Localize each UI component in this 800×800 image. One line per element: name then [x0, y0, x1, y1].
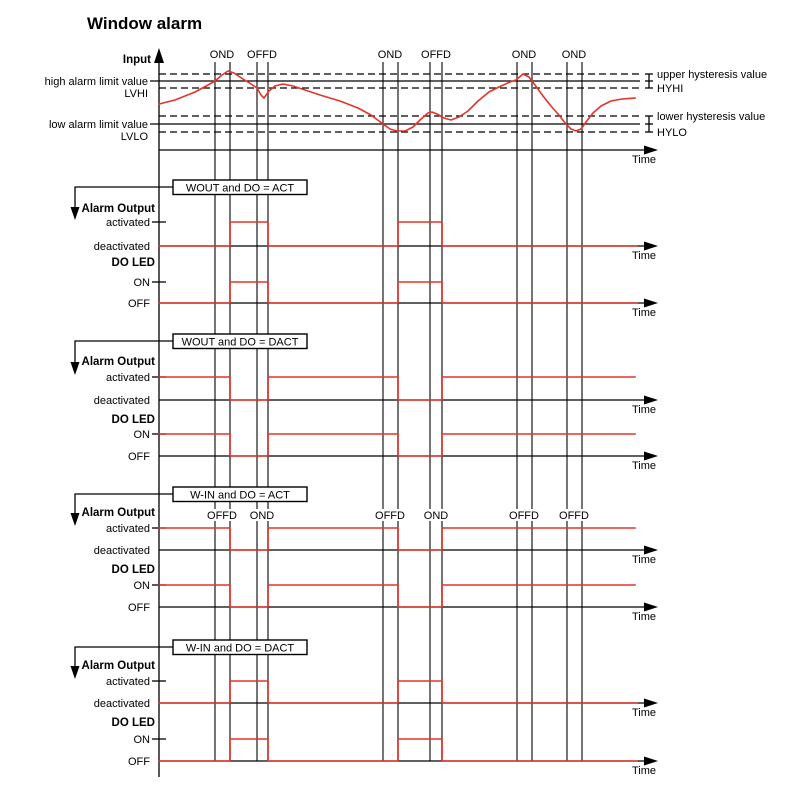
s4-on-label: ON	[133, 734, 150, 746]
page-title: Window alarm	[87, 14, 203, 33]
input-event-labels	[210, 49, 587, 61]
hylo-label: HYLO	[657, 127, 687, 139]
s1-led-waveform	[159, 282, 637, 303]
s4-alarm-output-label: Alarm Output	[81, 660, 155, 672]
s1-off-label: OFF	[128, 298, 150, 310]
s4-mode-label: W-IN and DO = DACT	[185, 642, 295, 655]
s3-alarm-output-label: Alarm Output	[81, 507, 155, 519]
event-label-ond-3: OND	[511, 49, 537, 61]
s1-activated-label: activated	[105, 217, 150, 229]
s2-alarm-time-label: Time	[631, 404, 657, 416]
s3-event-label-ond-1: OND	[249, 510, 275, 522]
s3-down-arrow-icon	[71, 513, 80, 526]
s2-do-led-label: DO LED	[111, 414, 155, 426]
s3-mode-label: W-IN and DO = ACT	[190, 489, 290, 502]
s4-alarm-time-label: Time	[631, 707, 657, 719]
s2-mode-label: WOUT and DO = DACT	[181, 336, 299, 349]
lvhi-label: LVHI	[124, 88, 148, 100]
s2-down-arrow-icon	[71, 362, 80, 375]
s4-off-label: OFF	[128, 756, 150, 768]
s3-do-led-label: DO LED	[111, 564, 155, 576]
event-lines	[215, 62, 582, 761]
s3-alarm-time-label: Time	[631, 554, 657, 566]
s1-down-arrow-icon	[71, 207, 80, 220]
s2-deactivated-label: deactivated	[93, 395, 150, 407]
s2-alarm-output-label: Alarm Output	[81, 356, 155, 368]
s4-activated-label: activated	[105, 676, 150, 688]
s1-alarm-output-label: Alarm Output	[81, 203, 155, 215]
s4-do-led-label: DO LED	[111, 717, 155, 729]
hysteresis-brackets	[645, 74, 653, 132]
s4-led-waveform	[159, 739, 637, 761]
input-axis-up-arrow-icon	[154, 48, 164, 63]
s1-on-label: ON	[133, 277, 150, 289]
s2-on-label: ON	[133, 429, 150, 441]
s3-event-label-ond-2: OND	[423, 510, 449, 522]
s1-alarm-waveform	[159, 222, 637, 246]
input-time-label: Time	[631, 154, 657, 166]
event-label-offd-1: OFFD	[247, 49, 277, 61]
hyhi-label: HYHI	[657, 83, 684, 95]
s4-alarm-waveform	[159, 681, 637, 703]
low-alarm-limit-label: low alarm limit value	[48, 119, 148, 131]
s3-on-label: ON	[133, 580, 150, 592]
s3-event-labels	[205, 509, 591, 522]
s2-led-time-label: Time	[631, 460, 657, 472]
high-alarm-limit-label: high alarm limit value	[44, 76, 148, 88]
s2-led-waveform	[159, 434, 635, 456]
s3-activated-label: activated	[105, 523, 150, 535]
s4-led-time-label: Time	[631, 765, 657, 777]
s3-event-label-offd-4: OFFD	[559, 510, 589, 522]
event-label-ond-1: OND	[209, 49, 235, 61]
s3-deactivated-label: deactivated	[93, 545, 150, 557]
event-label-ond-4: OND	[561, 49, 587, 61]
s4-down-arrow-icon	[71, 666, 80, 679]
event-label-offd-2: OFFD	[421, 49, 451, 61]
lvlo-label: LVLO	[120, 131, 148, 143]
s3-alarm-waveform	[159, 528, 635, 550]
s1-mode-label: WOUT and DO = ACT	[185, 182, 295, 195]
s1-do-led-label: DO LED	[111, 257, 155, 269]
s1-alarm-time-label: Time	[631, 250, 657, 262]
s3-led-waveform	[159, 585, 635, 607]
event-label-ond-2: OND	[377, 49, 403, 61]
s3-led-time-label: Time	[631, 611, 657, 623]
s2-alarm-waveform	[159, 377, 635, 400]
upper-hysteresis-label: upper hysteresis value	[657, 69, 768, 81]
s2-activated-label: activated	[105, 372, 150, 384]
s3-off-label: OFF	[128, 602, 150, 614]
input-axis-label: Input	[122, 54, 151, 66]
s3-event-label-offd-3: OFFD	[509, 510, 539, 522]
s1-deactivated-label: deactivated	[93, 241, 150, 253]
s3-event-label-offd-1: OFFD	[207, 510, 237, 522]
lower-hysteresis-label: lower hysteresis value	[657, 111, 766, 123]
s3-event-label-offd-2: OFFD	[375, 510, 405, 522]
s4-deactivated-label: deactivated	[93, 698, 150, 710]
s1-led-time-label: Time	[631, 307, 657, 319]
s2-off-label: OFF	[128, 451, 150, 463]
